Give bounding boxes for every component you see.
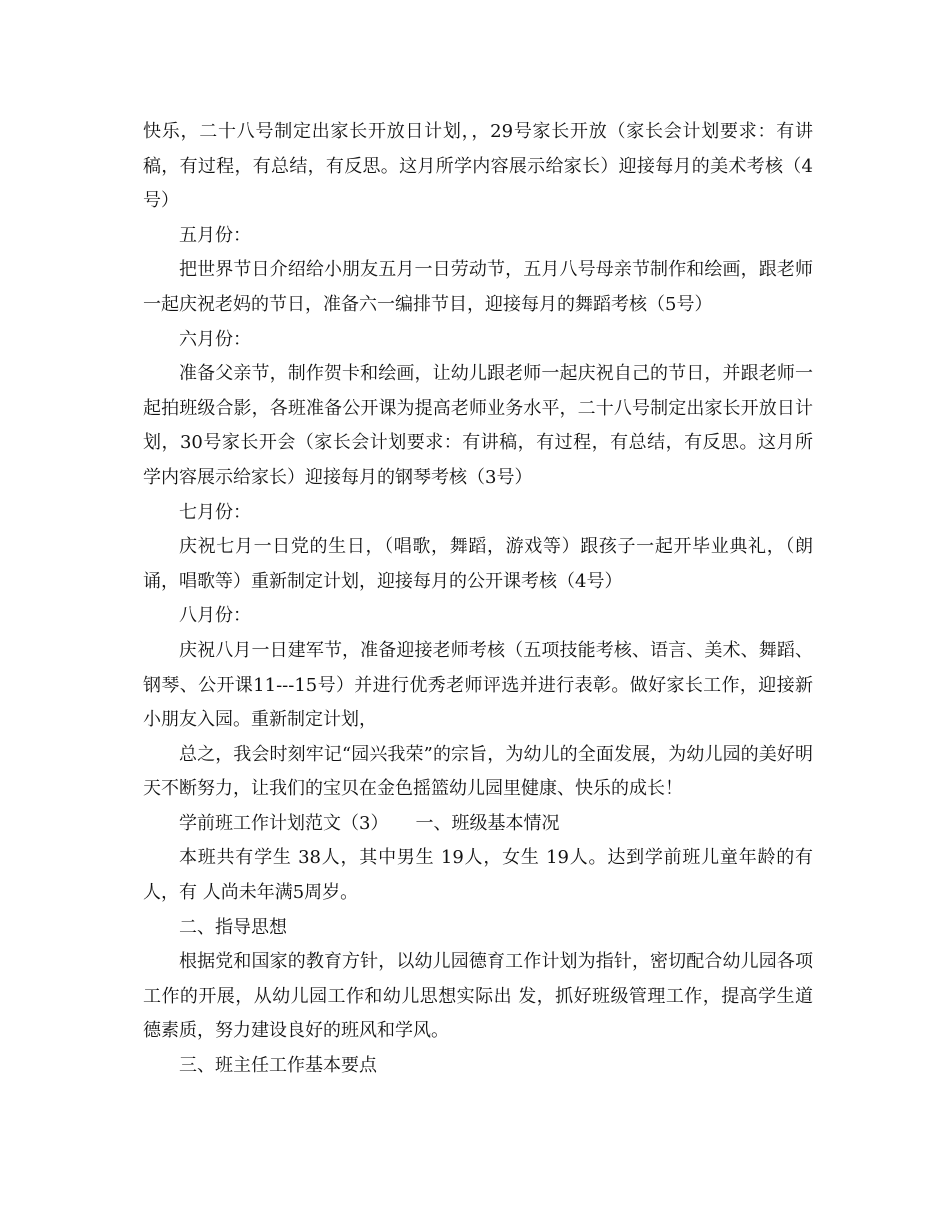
paragraph: 快乐，二十八号制定出家长开放日计划，，29号家长开放（家长会计划要求：有讲稿，有过程，有总结，有反思。这月所学内容展示给家长）迎接每月的美术考核（4号） bbox=[143, 121, 813, 212]
paragraph: 学前班工作计划范文（3） 一、班级基本情况 bbox=[179, 812, 560, 834]
paragraph: 五月份： bbox=[179, 224, 251, 246]
document-body bbox=[143, 115, 813, 1084]
paragraph: 总之，我会时刻牢记“园兴我荣”的宗旨，为幼儿的全面发展，为幼儿园的美好明天不断努力，让我们的宝贝在金色摇篮幼儿园里健康、快乐的成长！ bbox=[143, 743, 813, 800]
paragraph: 二、指导思想 bbox=[179, 916, 287, 938]
paragraph: 准备父亲节，制作贺卡和绘画，让幼儿跟老师一起庆祝自己的节日，并跟老师一起拍班级合影，各班准备公开课为提高老师业务水平，二十八号制定出家长开放日计划，30号家长开会（家长会计划要求：有讲稿，有过程，有总结，有反思。这月所学内容展示给家长）迎接每月的钢琴考核（3号） bbox=[143, 363, 813, 488]
paragraph: 把世界节日介绍给小朋友五月一日劳动节，五月八号母亲节制作和绘画，跟老师一起庆祝老妈的节日，准备六一编排节目，迎接每月的舞蹈考核（5号） bbox=[143, 259, 813, 315]
paragraph: 八月份： bbox=[179, 605, 251, 627]
paragraph: 庆祝八月一日建军节，准备迎接老师考核（五项技能考核、语言、美术、舞蹈、钢琴、公开课11---15号）并进行优秀老师评选并进行表彰。做好家长工作，迎接新小朋友入园。重新制定计划， bbox=[143, 639, 813, 731]
paragraph: 七月份： bbox=[179, 501, 251, 523]
paragraph: 三、班主任工作基本要点 bbox=[179, 1055, 377, 1077]
paragraph: 本班共有学生 38人，其中男生 19人，女生 19人。达到学前班儿童年龄的有 人，有 人尚未年满5周岁。 bbox=[143, 847, 813, 904]
paragraph: 庆祝七月一日党的生日，（唱歌，舞蹈，游戏等）跟孩子一起开毕业典礼，（朗诵，唱歌等）重新制定计划，迎接每月的公开课考核（4号） bbox=[143, 536, 813, 592]
paragraph: 根据党和国家的教育方针，以幼儿园德育工作计划为指针，密切配合幼儿园各项工作的开展，从幼儿园工作和幼儿思想实际出 发，抓好班级管理工作，提高学生道德素质，努力建设良好的班风和学风。 bbox=[143, 951, 813, 1042]
paragraph: 六月份： bbox=[179, 328, 251, 350]
